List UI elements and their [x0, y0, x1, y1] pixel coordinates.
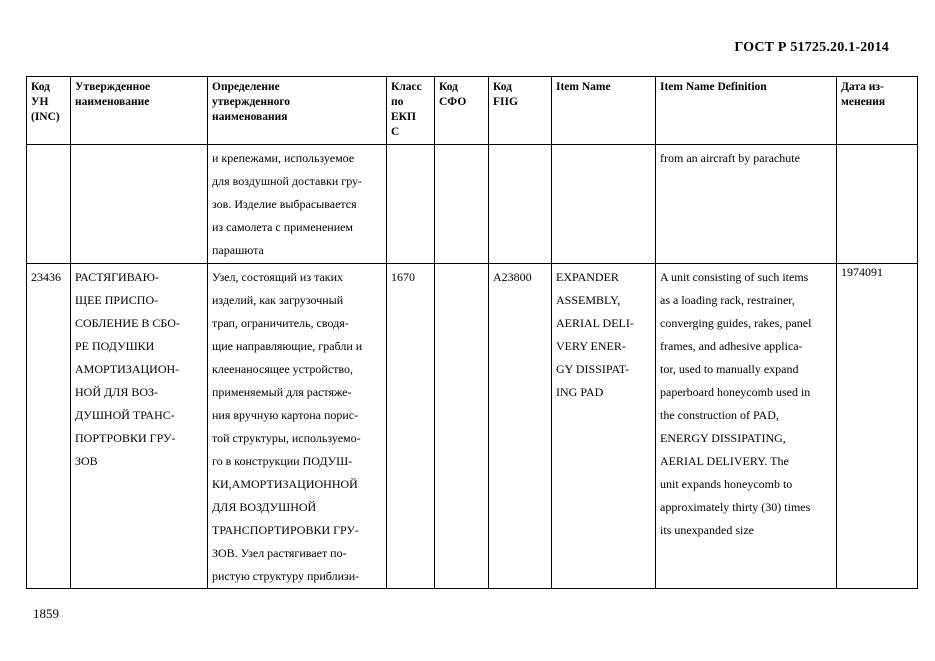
col-fiig-header: Код FIIG — [489, 77, 552, 145]
cell-item-definition: from an aircraft by parachute — [656, 145, 837, 264]
cell-item-definition: A unit consisting of such items as a loading rack, restrainer, converging guides, rakes, panel frames, and adhesive applica- tor, used to manually expand paperboard honeycomb used in the construction of PAD, ENERGY DISSIPATING, AERIAL DELIVERY. The unit expands honeycomb to approximately thirty (30) times its unexpanded size — [656, 264, 837, 589]
cell-definition: Узел, состоящий из таких изделий, как загрузочный трап, ограничитель, сводя- щие направляющие, грабли и клеенаносящее устройство, применяемый для растяже- ния вручную картона порис- той структуры, используемо- го в конструкции ПОДУШ- КИ,АМОРТИЗАЦИОННОЙ ДЛЯ ВОЗДУШНОЙ ТРАНСПОРТИРОВКИ ГРУ- ЗОВ. Узел растягивает по- ристую структуру приблизи- — [208, 264, 387, 589]
catalog-table — [26, 76, 918, 589]
col-sfo-header: Код СФО — [435, 77, 489, 145]
cell-class — [387, 145, 435, 264]
cell-inc: 23436 — [27, 264, 71, 589]
table-row — [27, 264, 918, 589]
cell-item-name: EXPANDER ASSEMBLY, AERIAL DELI- VERY ENER- GY DISSIPAT- ING PAD — [552, 264, 656, 589]
col-definition-header: Определение утвержденного наименования — [208, 77, 387, 145]
page-number: 1859 — [33, 606, 59, 621]
col-item-name-header: Item Name — [552, 77, 656, 145]
cell-approved-name: РАСТЯГИВАЮ- ЩЕЕ ПРИСПО- СОБЛЕНИЕ В СБО- РЕ ПОДУШКИ АМОРТИЗАЦИОН- НОЙ ДЛЯ ВОЗ- ДУШНОЙ ТРАНС- ПОРТРОВКИ ГРУ- ЗОВ — [71, 264, 208, 589]
cell-sfo — [435, 264, 489, 589]
cell-inc — [27, 145, 71, 264]
col-approved-name-header: Утвержденное наименование — [71, 77, 208, 145]
cell-sfo — [435, 145, 489, 264]
col-item-definition-header: Item Name Definition — [656, 77, 837, 145]
standard-number: ГОСТ Р 51725.20.1-2014 — [734, 40, 889, 55]
cell-item-name — [552, 145, 656, 264]
col-class-header: Класс по ЕКП С — [387, 77, 435, 145]
table-row — [27, 145, 918, 264]
header-row — [27, 77, 918, 145]
cell-fiig: A23800 — [489, 264, 552, 589]
cell-definition: и крепежами, используемое для воздушной доставки гру- зов. Изделие выбрасывается из самолета с применением парашюта — [208, 145, 387, 264]
cell-date: 1974091 — [837, 264, 918, 589]
col-inc-header: Код УН (INC) — [27, 77, 71, 145]
cell-approved-name — [71, 145, 208, 264]
cell-date — [837, 145, 918, 264]
cell-fiig — [489, 145, 552, 264]
col-date-header: Дата из- менения — [837, 77, 918, 145]
cell-class: 1670 — [387, 264, 435, 589]
